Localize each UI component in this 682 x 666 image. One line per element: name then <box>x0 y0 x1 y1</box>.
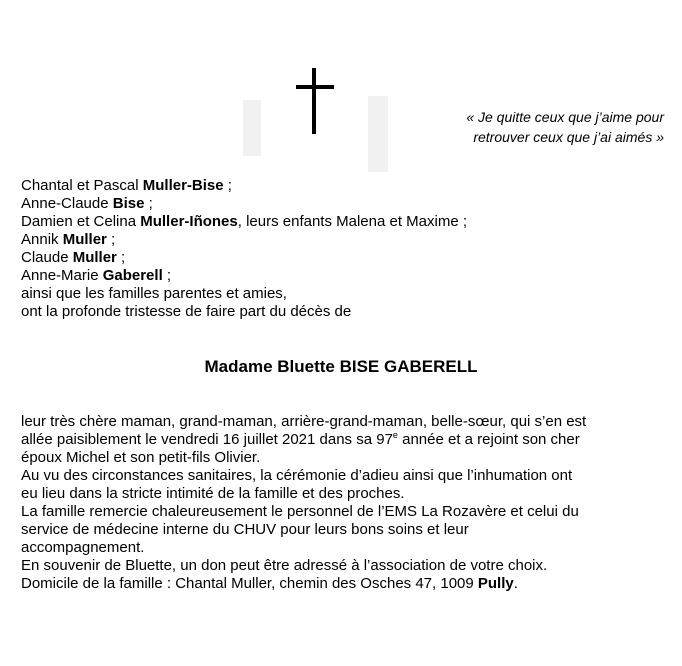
body-line: En souvenir de Bluette, un don peut être adressé à l’association de votre choix. <box>21 557 548 574</box>
quote-line-1: « Je quitte ceux que j’aime pour <box>466 109 664 125</box>
cross-icon <box>296 68 334 134</box>
body-line: Domicile de la famille : Chantal Muller, chemin des Osches 47, 1009 Pully. <box>21 575 518 592</box>
epigraph-quote <box>364 107 664 147</box>
body-line: allée paisiblement le vendredi 16 juillet 2021 dans sa 97e année et a rejoint son cher <box>21 430 580 448</box>
faint-emblem-left <box>243 100 261 156</box>
body-line: leur très chère maman, grand-maman, arrière-grand-maman, belle-sœur, qui s’en est <box>21 413 587 430</box>
body-line: époux Michel et son petit-fils Olivier. <box>21 449 261 466</box>
family-line: Anne-Claude Bise ; <box>21 195 153 212</box>
family-line: Claude Muller ; <box>21 249 126 266</box>
body-line: Au vu des circonstances sanitaires, la cérémonie d’adieu ainsi que l’inhumation ont <box>21 467 573 484</box>
family-line: Damien et Celina Muller-Iñones, leurs enfants Malena et Maxime ; <box>21 213 468 230</box>
body-line: accompagnement. <box>21 539 145 556</box>
family-line: ainsi que les familles parentes et amies, <box>21 285 287 302</box>
family-line: ont la profonde tristesse de faire part du décès de <box>21 303 352 320</box>
family-list <box>21 177 641 321</box>
body-line: service de médecine interne du CHUV pour leurs bons soins et leur <box>21 521 469 538</box>
family-line: Chantal et Pascal Muller-Bise ; <box>21 177 232 194</box>
family-line: Anne-Marie Gaberell ; <box>21 267 172 284</box>
family-line: Annik Muller ; <box>21 231 116 248</box>
body-line: La famille remercie chaleureusement le personnel de l’EMS La Rozavère et celui du <box>21 503 579 520</box>
announcement-body <box>21 413 661 593</box>
quote-line-2: retrouver ceux que j’ai aimés » <box>473 129 664 145</box>
body-line: eu lieu dans la stricte intimité de la famille et des proches. <box>21 485 405 502</box>
deceased-name: Madame Bluette BISE GABERELL <box>204 357 478 376</box>
